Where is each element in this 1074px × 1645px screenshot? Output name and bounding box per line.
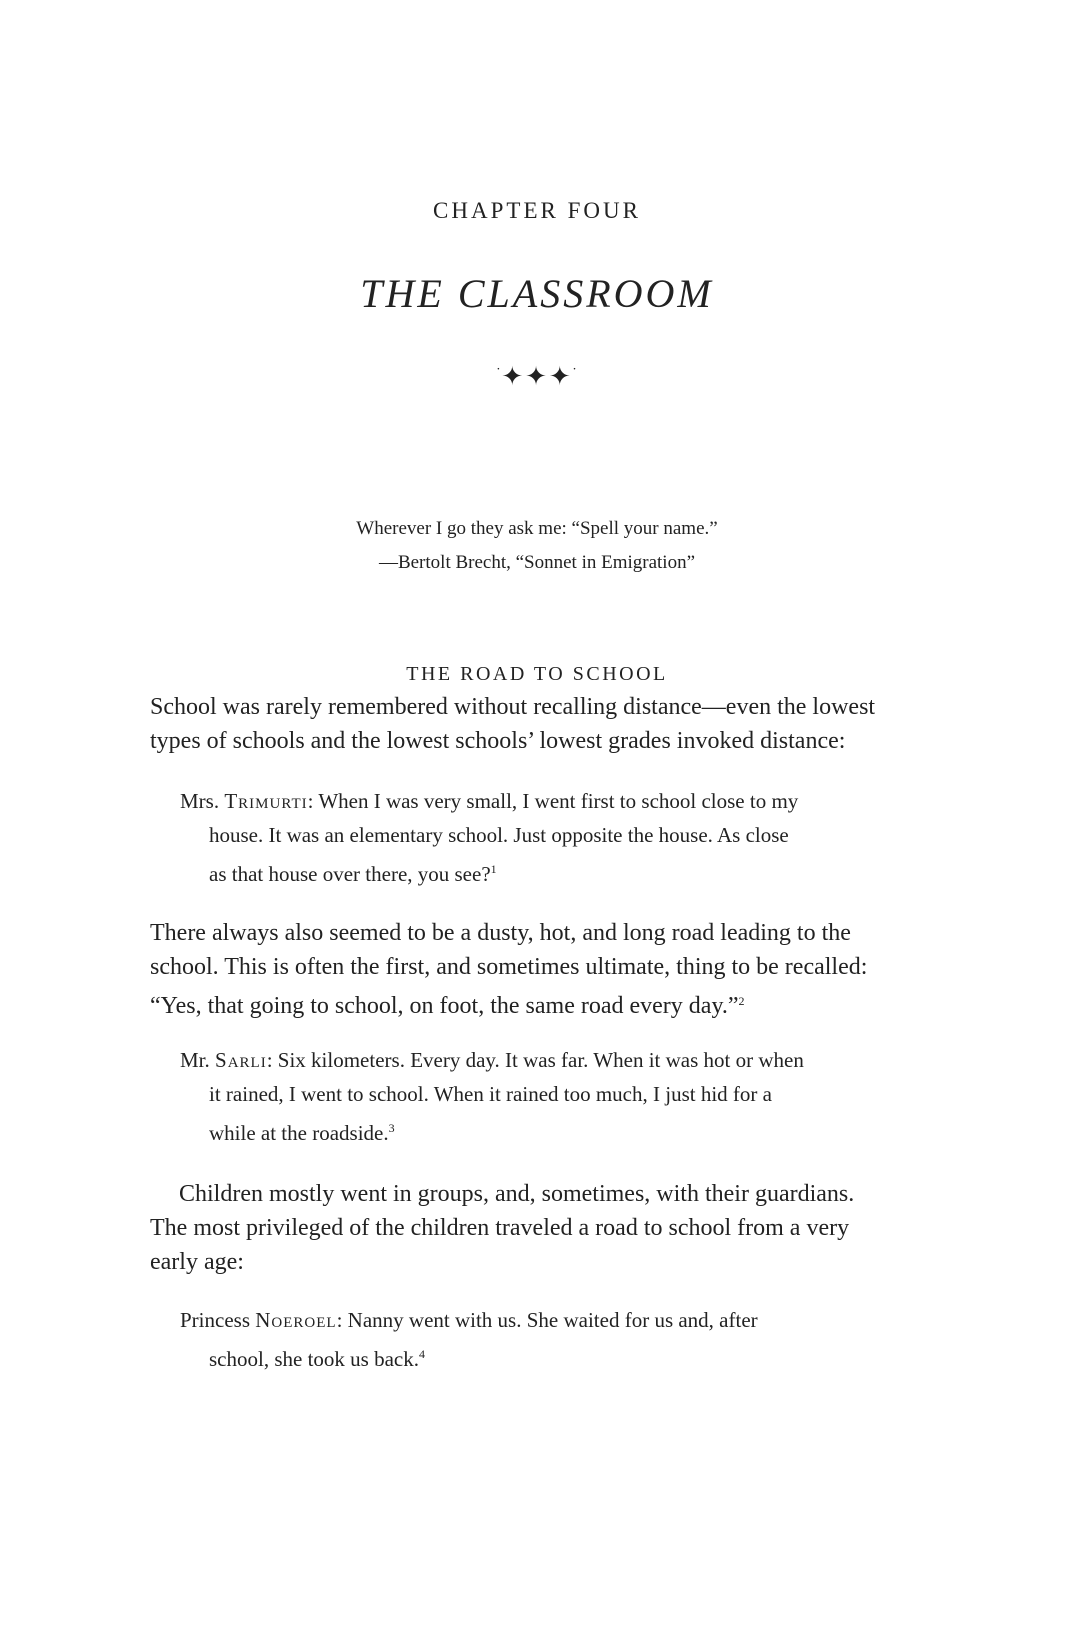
speaker-name: Trimurti: [224, 789, 308, 813]
paragraph-line: school. This is often the first, and sometimes ultimate, thing to be recalled:: [150, 954, 868, 980]
epigraph-quote: Wherever I go they ask me: “Spell your name.”: [356, 518, 718, 539]
epigraph: [0, 512, 1074, 580]
footnote-marker[interactable]: 2: [738, 994, 745, 1008]
block-quote-line: Mrs. Trimurti: When I was very small, I went first to school close to my: [180, 789, 799, 813]
block-quote-trimurti: [180, 784, 880, 891]
block-quote-line: school, she took us back.$^4$: [209, 1347, 425, 1371]
speaker-name: Sarli: [215, 1048, 267, 1072]
chapter-label: CHAPTER FOUR: [433, 198, 641, 223]
paragraph-line: types of schools and the lowest schools’ lowest grades invoked distance:: [150, 728, 846, 754]
paragraph-line: The most privileged of the children traveled a road to school from a very: [150, 1215, 850, 1241]
star-ornament-icon: ·✦✦✦·: [496, 362, 578, 392]
speaker-name: Noeroel: [255, 1308, 337, 1332]
paragraph-line: School was rarely remembered without recalling distance—even the lowest: [150, 694, 876, 720]
block-quote-line: house. It was an elementary school. Just opposite the house. As close: [209, 823, 789, 847]
footnote-marker[interactable]: 3: [388, 1121, 395, 1135]
paragraph-line: There always also seemed to be a dusty, hot, and long road leading to the: [150, 920, 851, 946]
paragraph-line: “Yes, that going to school, on foot, the same road every day.”$^2$: [150, 993, 745, 1019]
paragraph-line: early age:: [150, 1249, 244, 1275]
block-quote-noeroel: [180, 1303, 880, 1376]
block-quote-line: it rained, I went to school. When it rained too much, I just hid for a: [209, 1082, 772, 1106]
block-quote-line: Princess Noeroel: Nanny went with us. She waited for us and, after: [180, 1308, 758, 1332]
paragraph-1: [150, 690, 910, 758]
block-quote-line: as that house over there, you see?$^1$: [209, 862, 497, 886]
paragraph-3: [150, 1177, 910, 1279]
section-heading: THE ROAD TO SCHOOL: [406, 663, 668, 685]
footnote-marker[interactable]: 4: [418, 1347, 425, 1361]
epigraph-attribution: —Bertolt Brecht, “Sonnet in Emigration”: [378, 552, 696, 573]
block-quote-line: Mr. Sarli: Six kilometers. Every day. It was far. When it was hot or when: [180, 1048, 804, 1072]
block-quote-line: while at the roadside.$^3$: [209, 1121, 395, 1145]
chapter-title: THE CLASSROOM: [360, 271, 714, 316]
paragraph-2: [150, 916, 910, 1023]
paragraph-line: Children mostly went in groups, and, sometimes, with their guardians.: [179, 1181, 855, 1207]
footnote-marker[interactable]: 1: [490, 862, 497, 876]
block-quote-sarli: [180, 1043, 880, 1150]
